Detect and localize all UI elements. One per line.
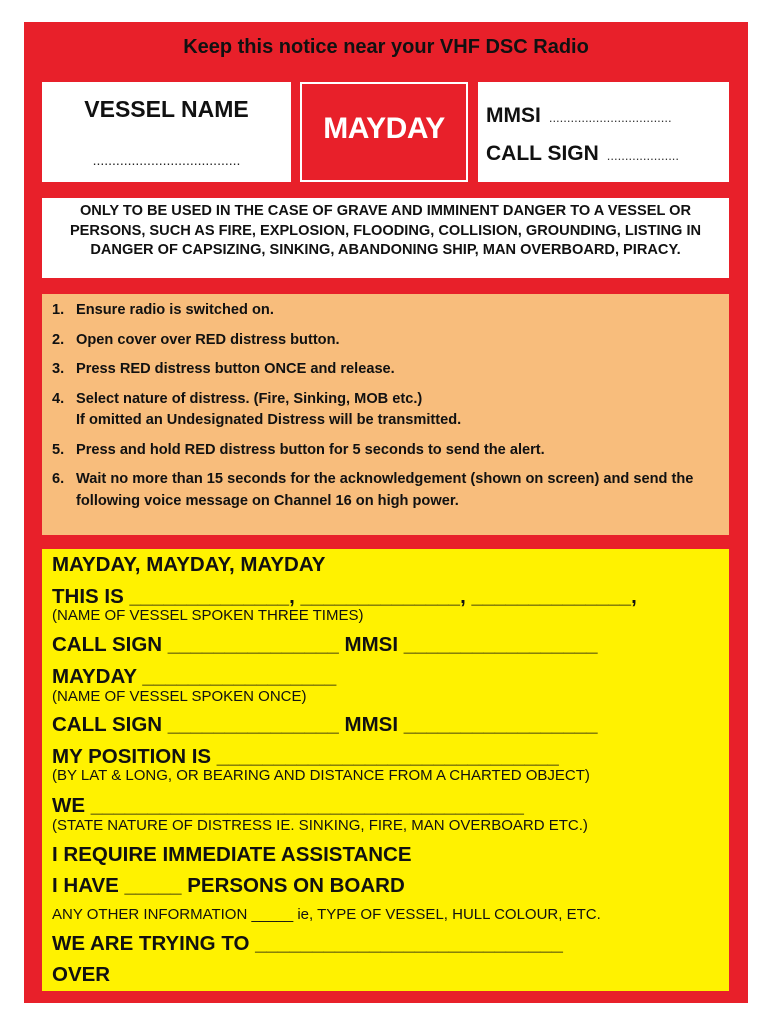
script-line-assistance: I REQUIRE IMMEDIATE ASSISTANCE — [52, 843, 412, 866]
step-item — [52, 300, 721, 322]
mayday-badge-text: MAYDAY — [323, 112, 445, 145]
step-item — [52, 330, 721, 352]
step-number: 5. — [52, 441, 65, 458]
script-note-position: (BY LAT & LONG, OR BEARING AND DISTANCE FROM A CHARTED OBJECT) — [52, 767, 590, 784]
step-item — [52, 469, 721, 512]
step-text: Ensure radio is switched on. — [76, 302, 274, 318]
script-line-callsign-mmsi: CALL SIGN _______________ MMSI _________________ — [52, 633, 598, 656]
step-number: 4. — [52, 390, 65, 407]
script-note-three-times: (NAME OF VESSEL SPOKEN THREE TIMES) — [52, 607, 364, 624]
mayday-badge — [300, 82, 468, 182]
warning-box — [42, 198, 729, 278]
script-line-trying: WE ARE TRYING TO ___________________________ — [52, 932, 563, 955]
script-line-over: OVER — [52, 963, 111, 986]
vessel-name-box — [42, 82, 291, 182]
mmsi-blank: .................................. — [548, 110, 672, 125]
step-item — [52, 440, 721, 462]
callsign-blank: .................... — [606, 148, 680, 163]
step-number: 3. — [52, 361, 65, 377]
voice-script-panel — [42, 549, 729, 991]
step-item — [52, 389, 721, 432]
callsign-label: CALL SIGN — [486, 142, 599, 165]
script-line-mayday: MAYDAY, MAYDAY, MAYDAY — [52, 553, 326, 576]
step-text: Open cover over RED distress button. — [76, 331, 340, 348]
warning-text: ONLY TO BE USED IN THE CASE OF GRAVE AND IMMINENT DANGER TO A VESSEL OR PERSONS, SUCH AS FIRE, EXPLOSION, FLOODING, COLLISION, GROUNDING, LISTING IN DANGER OF CAPSIZING, SINKING, ABANDONING SHIP, MAN OVERBOARD, PIRACY. — [69, 203, 702, 258]
step-item — [52, 359, 721, 381]
script-line-persons: I HAVE _____ PERSONS ON BOARD — [52, 874, 405, 897]
step-number: 6. — [52, 471, 65, 487]
script-line-other-info: ANY OTHER INFORMATION _____ ie, TYPE OF VESSEL, HULL COLOUR, ETC. — [52, 906, 601, 923]
callsign-row — [486, 142, 679, 166]
identifiers-box — [478, 82, 729, 182]
script-line-mayday-name: MAYDAY _________________ — [52, 665, 337, 688]
distress-notice-card — [24, 22, 748, 1003]
steps-list — [42, 294, 729, 512]
vessel-name-blank: ...................................... — [92, 152, 241, 168]
script-line-this-is: THIS IS ______________, ______________, ______________, — [52, 585, 637, 608]
mmsi-row — [486, 104, 672, 128]
step-text: Select nature of distress. (Fire, Sinking, MOB etc.) — [76, 390, 423, 407]
script-line-callsign-mmsi-2: CALL SIGN _______________ MMSI _________________ — [52, 713, 598, 736]
step-text: Press RED distress button ONCE and release. — [76, 361, 395, 377]
script-note-once: (NAME OF VESSEL SPOKEN ONCE) — [52, 688, 307, 705]
step-number: 2. — [52, 331, 65, 348]
script-line-position: MY POSITION IS ______________________________ — [52, 745, 559, 768]
mmsi-label: MMSI — [486, 104, 541, 127]
notice-title: Keep this notice near your VHF DSC Radio — [183, 36, 589, 58]
vessel-name-label: VESSEL NAME — [84, 96, 249, 122]
step-text: Press and hold RED distress button for 5 seconds to send the alert. — [76, 441, 545, 458]
step-number: 1. — [52, 302, 65, 318]
step-text-note: If omitted an Undesignated Distress will be transmitted. — [76, 412, 462, 428]
steps-panel — [42, 294, 729, 535]
step-text: Wait no more than 15 seconds for the acknowledgement (shown on screen) and send the following voice message on Channel 16 on high power. — [76, 471, 694, 509]
script-line-we: WE ______________________________________ — [52, 794, 524, 817]
script-note-distress: (STATE NATURE OF DISTRESS IE. SINKING, FIRE, MAN OVERBOARD ETC.) — [52, 817, 588, 834]
